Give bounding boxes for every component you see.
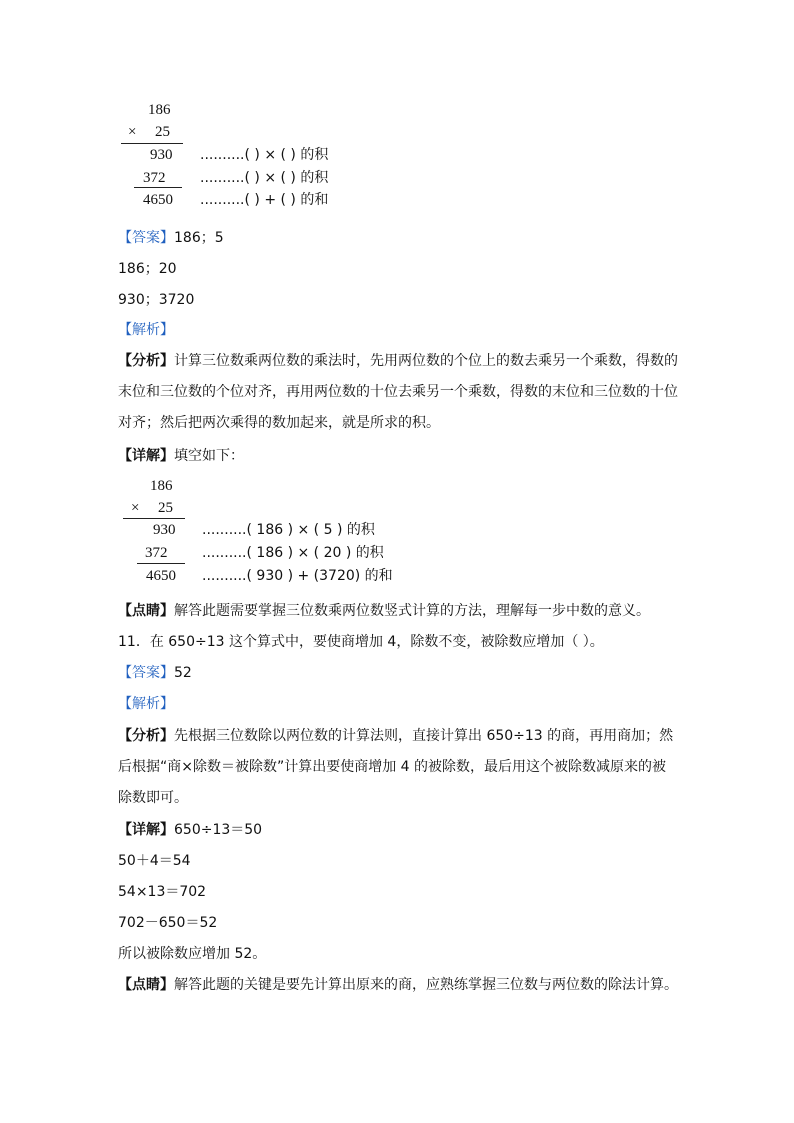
times-sign: × [131, 500, 140, 516]
multiplicand: 186 [150, 478, 173, 494]
question-11: 11．在 650÷13 这个算式中，要使商增加 4，除数不变，被除数应增加（ ）。 [118, 634, 604, 650]
multiplier: 25 [155, 124, 170, 140]
row-label-3: ..........( ) + ( ) 的和 [200, 192, 329, 208]
fenxi-tag: 【分析】 [118, 353, 174, 369]
row-label-1: ..........( ) × ( ) 的积 [200, 147, 329, 163]
answer-value: 186；5 [174, 230, 224, 246]
fenxi-tag: 【分析】 [118, 728, 174, 744]
dianjing-tag: 【点睛】 [118, 603, 174, 619]
total-product: 4650 [146, 568, 176, 584]
xiangjie-text: 填空如下： [174, 448, 244, 464]
fenxi-text: 先根据三位数除以两位数的计算法则，直接计算出 650÷13 的商，再用商加；然后根据“商×除数＝被除数”计算出要使商增加 4 的被除数，最后用这个被除数减原来的被除数即可。 [118, 728, 674, 806]
analysis-tag: 【解析】 [118, 322, 174, 338]
xiangjie-tag: 【详解】 [118, 448, 174, 464]
partial-product-2: 372 [145, 545, 168, 561]
partial-product-2: 372 [143, 170, 166, 186]
row-label-3: ..........( 930 ) + (3720) 的和 [202, 568, 393, 584]
divider-line [137, 563, 185, 564]
answer-tag: 【答案】 [118, 230, 174, 246]
row-label-2: ..........( 186 ) × ( 20 ) 的积 [202, 545, 384, 561]
analysis-tag: 【解析】 [118, 696, 174, 712]
xiangjie-step-1: 650÷13＝50 [174, 822, 263, 838]
fenxi-paragraph [118, 346, 678, 439]
partial-product-1: 930 [150, 147, 173, 163]
divider-line [121, 143, 183, 144]
xiangjie-tag: 【详解】 [118, 822, 174, 838]
partial-product-1: 930 [153, 522, 176, 538]
answer-line-1 [118, 228, 224, 248]
answer-value: 52 [174, 665, 192, 681]
dianjing-line [118, 975, 678, 995]
row-label-1: ..........( 186 ) × ( 5 ) 的积 [202, 522, 375, 538]
fenxi-text: 计算三位数乘两位数的乘法时，先用两位数的个位上的数去乘另一个乘数，得数的末位和三位数的个位对齐，再用两位数的十位去乘另一个乘数，得数的末位和三位数的十位对齐；然后把两次乘得的数加起来，就是所求的积。 [118, 353, 678, 431]
answer-tag: 【答案】 [118, 665, 174, 681]
xiangjie-conclusion: 所以被除数应增加 52。 [118, 946, 267, 962]
dianjing-tag: 【点睛】 [118, 977, 174, 993]
divider-line [134, 187, 182, 188]
multiplicand: 186 [148, 102, 171, 118]
dianjing-text: 解答此题的关键是要先计算出原来的商，应熟练掌握三位数与两位数的除法计算。 [174, 977, 678, 993]
divider-line [123, 518, 185, 519]
multiplier: 25 [158, 500, 173, 516]
total-product: 4650 [143, 192, 173, 208]
answer-line-2: 186；20 [118, 261, 177, 277]
xiangjie-line [118, 446, 244, 466]
xiangjie-step-2: 50＋4＝54 [118, 853, 191, 869]
dianjing-line [118, 601, 650, 621]
xiangjie-step-3: 54×13＝702 [118, 884, 207, 900]
fenxi-paragraph [118, 721, 678, 814]
answer-line-3: 930；3720 [118, 292, 195, 308]
dianjing-text: 解答此题需要掌握三位数乘两位数竖式计算的方法，理解每一步中数的意义。 [174, 603, 650, 619]
xiangjie-step-4: 702－650＝52 [118, 915, 218, 931]
answer-line [118, 663, 192, 683]
times-sign: × [128, 124, 137, 140]
row-label-2: ..........( ) × ( ) 的积 [200, 170, 329, 186]
xiangjie-line [118, 820, 262, 840]
